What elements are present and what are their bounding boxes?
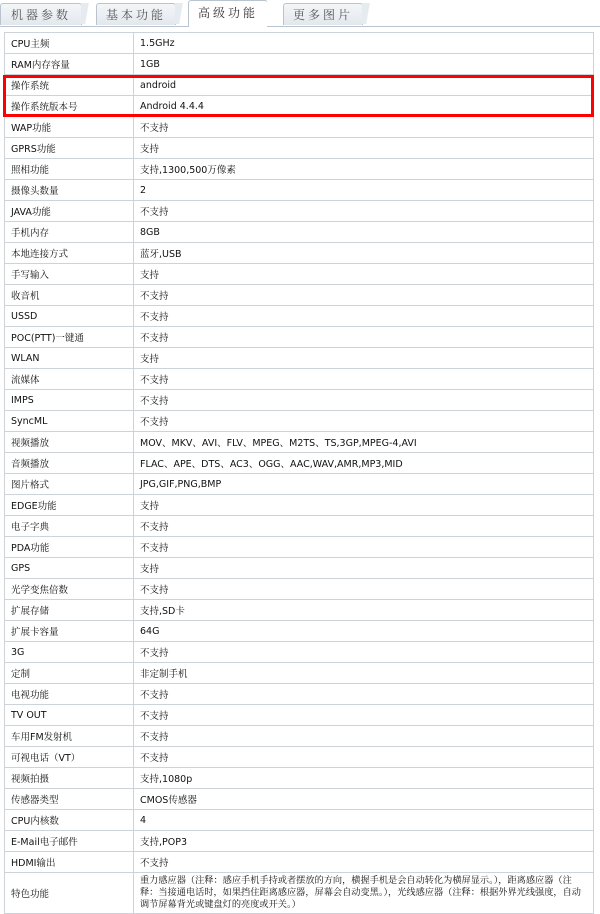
table-row: [5, 852, 594, 873]
table-row: [5, 390, 594, 411]
spec-label: USSD: [5, 306, 134, 327]
spec-label: JAVA功能: [5, 201, 134, 222]
spec-label: 收音机: [5, 285, 134, 306]
table-row: [5, 558, 594, 579]
spec-value: Android 4.4.4: [134, 96, 594, 117]
spec-value: FLAC、APE、DTS、AC3、OGG、AAC,WAV,AMR,MP3,MID: [134, 453, 594, 474]
table-row: [5, 705, 594, 726]
table-row: [5, 789, 594, 810]
table-row: [5, 726, 594, 747]
table-row: [5, 831, 594, 852]
spec-value: 不支持: [134, 642, 594, 663]
spec-label: 车用FM发射机: [5, 726, 134, 747]
spec-value: 1.5GHz: [134, 33, 594, 54]
spec-value: 蓝牙,USB: [134, 243, 594, 264]
tab-more-images[interactable]: [283, 3, 363, 25]
spec-label: 流媒体: [5, 369, 134, 390]
spec-value: 不支持: [134, 852, 594, 873]
spec-label: 操作系统: [5, 75, 134, 96]
spec-label: EDGE功能: [5, 495, 134, 516]
spec-value: MOV、MKV、AVI、FLV、MPEG、M2TS、TS,3GP,MPEG-4,AVI: [134, 432, 594, 453]
table-row: [5, 747, 594, 768]
tab-label: 基本功能: [105, 8, 166, 22]
spec-value: 1GB: [134, 54, 594, 75]
spec-label: WAP功能: [5, 117, 134, 138]
spec-value: 非定制手机: [134, 663, 594, 684]
tab-bar: [0, 0, 600, 27]
spec-value: 不支持: [134, 726, 594, 747]
spec-value: 不支持: [134, 705, 594, 726]
spec-label: 电视功能: [5, 684, 134, 705]
spec-value: 不支持: [134, 411, 594, 432]
spec-value: 重力感应器（注释：感应手机手持或者摆放的方向，横握手机是会自动转化为横屏显示。），距离感应器（注释：当接通电话时，如果挡住距离感应器，屏幕会自动变黑。），光线感应器（注释：根据外界光线强度，自动调节屏幕背光或键盘灯的亮度或开关。）: [134, 873, 594, 914]
spec-value: 支持,1300,500万像素: [134, 159, 594, 180]
spec-label: E-Mail电子邮件: [5, 831, 134, 852]
table-row: [5, 768, 594, 789]
spec-label: 扩展存储: [5, 600, 134, 621]
spec-label: GPRS功能: [5, 138, 134, 159]
spec-label: 图片格式: [5, 474, 134, 495]
spec-table: [4, 32, 594, 914]
spec-label: TV OUT: [5, 705, 134, 726]
table-row: [5, 600, 594, 621]
spec-label: 本地连接方式: [5, 243, 134, 264]
spec-label: 照相功能: [5, 159, 134, 180]
spec-value: 不支持: [134, 579, 594, 600]
tab-advanced-functions[interactable]: [188, 0, 268, 27]
table-row: [5, 516, 594, 537]
spec-value: 不支持: [134, 747, 594, 768]
spec-value: 不支持: [134, 285, 594, 306]
spec-label: 手机内存: [5, 222, 134, 243]
spec-value: 支持: [134, 495, 594, 516]
tab-label: 更多图片: [292, 8, 353, 22]
table-row: [5, 180, 594, 201]
spec-value: 不支持: [134, 369, 594, 390]
table-row: [5, 54, 594, 75]
spec-label: 视频拍摄: [5, 768, 134, 789]
spec-label: 手写输入: [5, 264, 134, 285]
spec-label: RAM内存容量: [5, 54, 134, 75]
spec-value: JPG,GIF,PNG,BMP: [134, 474, 594, 495]
table-row: [5, 411, 594, 432]
table-row: [5, 579, 594, 600]
spec-value: 4: [134, 810, 594, 831]
spec-value: 不支持: [134, 306, 594, 327]
spec-label: SyncML: [5, 411, 134, 432]
table-row: [5, 306, 594, 327]
tab-label: 高级功能: [197, 6, 258, 20]
spec-value: 2: [134, 180, 594, 201]
spec-value: 支持: [134, 138, 594, 159]
spec-value: 不支持: [134, 684, 594, 705]
spec-label: IMPS: [5, 390, 134, 411]
tab-label: 机器参数: [10, 8, 71, 22]
table-row: [5, 684, 594, 705]
spec-value: 支持: [134, 558, 594, 579]
spec-table-container: [4, 32, 594, 914]
table-row: [5, 138, 594, 159]
spec-label: PDA功能: [5, 537, 134, 558]
spec-label: POC(PTT)一键通: [5, 327, 134, 348]
table-row: [5, 33, 594, 54]
spec-label: 视频播放: [5, 432, 134, 453]
spec-label: HDMI输出: [5, 852, 134, 873]
table-row: [5, 495, 594, 516]
table-row: [5, 201, 594, 222]
spec-value: CMOS传感器: [134, 789, 594, 810]
spec-value: 不支持: [134, 537, 594, 558]
spec-value: 不支持: [134, 390, 594, 411]
spec-label: 音频播放: [5, 453, 134, 474]
spec-value: android: [134, 75, 594, 96]
table-row: [5, 285, 594, 306]
table-row: [5, 474, 594, 495]
table-row: [5, 243, 594, 264]
table-row: [5, 348, 594, 369]
spec-label: 操作系统版本号: [5, 96, 134, 117]
spec-label: CPU内核数: [5, 810, 134, 831]
spec-label: 可视电话（VT）: [5, 747, 134, 768]
spec-value: 支持,POP3: [134, 831, 594, 852]
table-row: [5, 369, 594, 390]
table-row: [5, 873, 594, 914]
spec-label: 3G: [5, 642, 134, 663]
spec-value: 支持: [134, 348, 594, 369]
table-row: [5, 117, 594, 138]
spec-label: 扩展卡容量: [5, 621, 134, 642]
tab-basic-functions[interactable]: [96, 3, 176, 25]
table-row: [5, 264, 594, 285]
table-row: [5, 453, 594, 474]
spec-label: 传感器类型: [5, 789, 134, 810]
table-row: [5, 222, 594, 243]
table-row: [5, 621, 594, 642]
spec-value: 支持: [134, 264, 594, 285]
spec-value: 8GB: [134, 222, 594, 243]
spec-label: 定制: [5, 663, 134, 684]
spec-value: 不支持: [134, 201, 594, 222]
spec-label: CPU主频: [5, 33, 134, 54]
table-row: [5, 810, 594, 831]
spec-label: 电子字典: [5, 516, 134, 537]
spec-label: WLAN: [5, 348, 134, 369]
spec-value: 不支持: [134, 327, 594, 348]
table-row: [5, 96, 594, 117]
spec-label: 特色功能: [5, 873, 134, 914]
spec-label: GPS: [5, 558, 134, 579]
table-row: [5, 432, 594, 453]
spec-value: 不支持: [134, 516, 594, 537]
spec-value: 不支持: [134, 117, 594, 138]
tab-machine-params[interactable]: [0, 3, 82, 25]
table-row: [5, 327, 594, 348]
spec-value: 支持,1080p: [134, 768, 594, 789]
table-row: [5, 75, 594, 96]
table-row: [5, 159, 594, 180]
table-row: [5, 642, 594, 663]
table-row: [5, 537, 594, 558]
spec-label: 光学变焦倍数: [5, 579, 134, 600]
spec-value: 支持,SD卡: [134, 600, 594, 621]
spec-label: 摄像头数量: [5, 180, 134, 201]
table-row: [5, 663, 594, 684]
spec-value: 64G: [134, 621, 594, 642]
